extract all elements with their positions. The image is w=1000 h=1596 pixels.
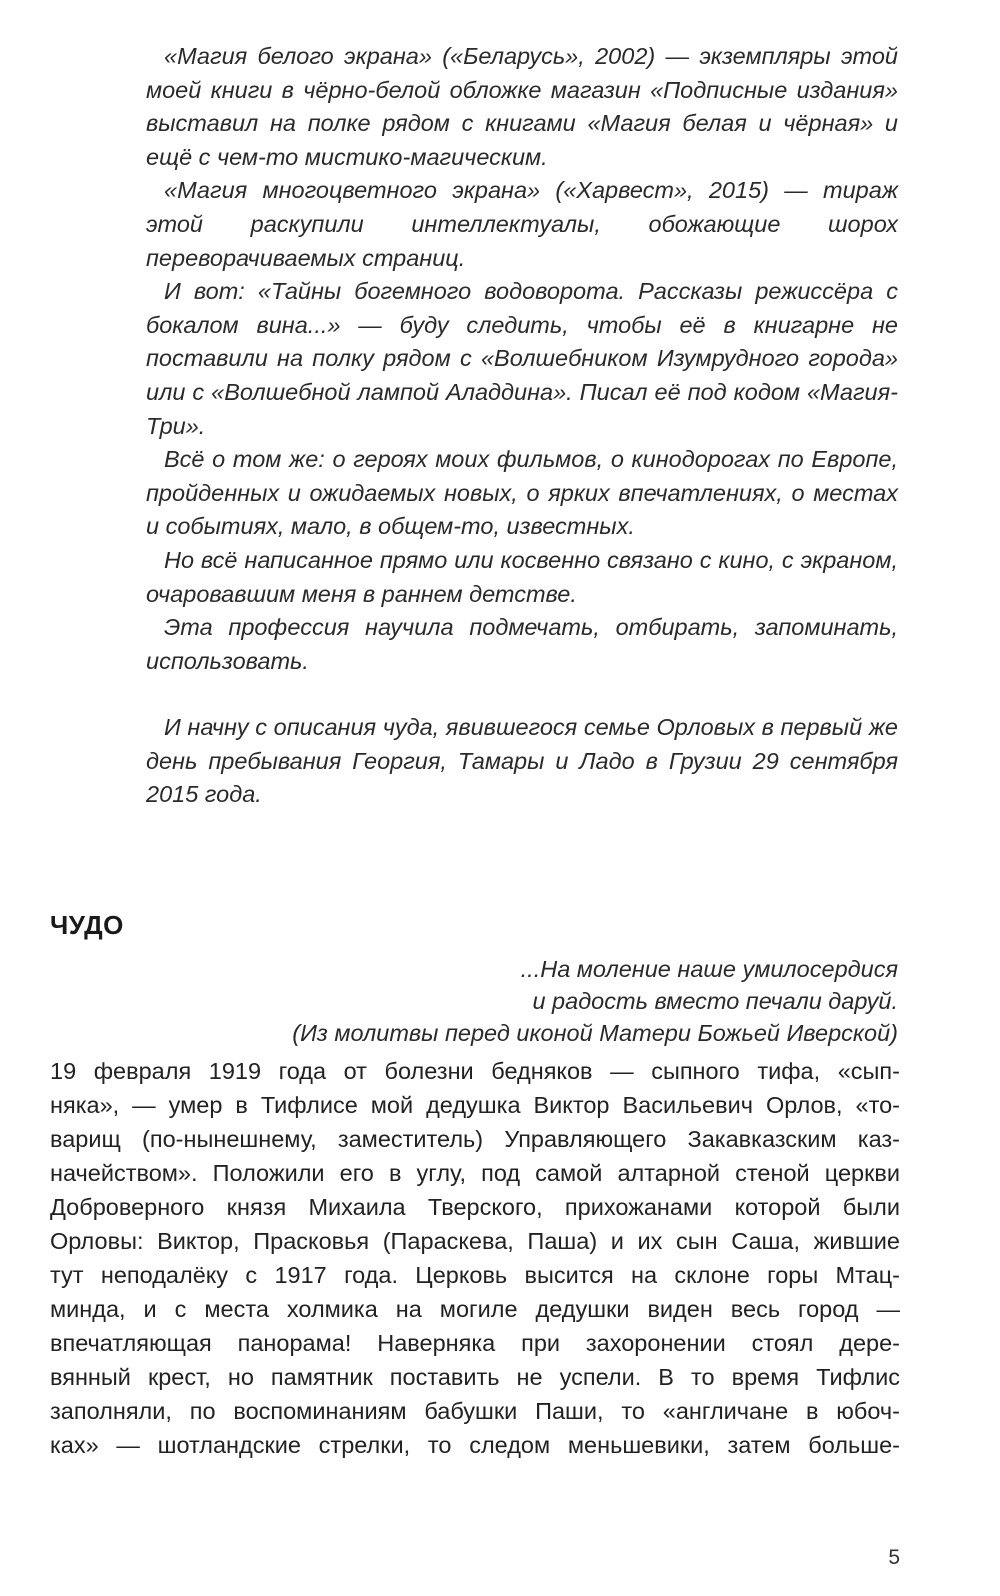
intro-paragraph: Всё о том же: о героях моих фильмов, о кинодорогах по Европе, пройденных и ожидаемых новых, о ярких впечатлениях, о местах и событиях, мало, в общем-то, известных. <box>146 446 898 540</box>
body-line: минда, и с места холмика на могиле дедушки виден весь город — <box>50 1296 900 1322</box>
body-line: начейством». Положили его в углу, под самой алтарной стеной церкви <box>50 1160 900 1186</box>
body-text <box>50 1054 900 1462</box>
intro-paragraph: И вот: «Тайны богемного водоворота. Рассказы режиссёра с бокалом вина...» — буду следить, чтобы её в книгарне не поставили на полку рядом с «Волшебником Изумрудного города» или с «Волшебной лампой Аладдина». Писал её под кодом «Магия-Три». <box>146 278 898 439</box>
intro-paragraph: «Магия белого экрана» («Беларусь», 2002) — экземпляры этой моей книги в чёрно-белой обложке магазин «Подписные издания» выставил на полке рядом с книгами «Магия белая и чёрная» и ещё с чем-то мистико-магическим. <box>146 43 898 170</box>
body-line: впечатляющая панорама! Наверняка при захоронении стоял дере- <box>50 1330 900 1356</box>
body-line: няка», — умер в Тифлисе мой дедушка Виктор Васильевич Орлов, «то- <box>50 1092 900 1118</box>
epigraph <box>198 953 898 1049</box>
intro-section <box>146 40 898 812</box>
chapter-title: ЧУДО <box>50 910 124 940</box>
epigraph-line: ...На моление наше умилосердися <box>520 956 898 982</box>
body-line: варищ (по-нынешнему, заместитель) Управляющего Закавказским каз- <box>50 1126 900 1152</box>
body-line: заполняли, по воспоминаниям бабушки Паши, то «англичане в юбоч- <box>50 1398 900 1424</box>
intro-paragraph: «Магия многоцветного экрана» («Харвест», 2015) — тираж этой раскупили интеллектуалы, обожающие шорох переворачиваемых страниц. <box>146 177 898 271</box>
body-line: 19 февраля 1919 года от болезни бедняков — сыпного тифа, «сып- <box>50 1058 900 1084</box>
intro-paragraph: Но всё написанное прямо или косвенно связано с кино, с экраном, очаровавшим меня в раннем детстве. <box>146 546 898 607</box>
intro-paragraph: И начну с описания чуда, явившегося семье Орловых в первый же день пребывания Георгия, Тамары и Ладо в Грузии 29 сентября 2015 года. <box>146 714 898 808</box>
page-number: 5 <box>888 1546 900 1569</box>
epigraph-line: и радость вместо печали даруй. <box>532 988 898 1014</box>
body-line: Орловы: Виктор, Прасковья (Параскева, Паша) и их сын Саша, жившие <box>50 1228 900 1254</box>
body-line: ках» — шотландские стрелки, то следом меньшевики, затем больше- <box>50 1432 900 1458</box>
epigraph-source: (Из молитвы перед иконой Матери Божьей Иверской) <box>292 1020 898 1046</box>
body-line: вянный крест, но памятник поставить не успели. В то время Тифлис <box>50 1364 900 1390</box>
body-line: тут неподалёку с 1917 года. Церковь высится на склоне горы Мтац- <box>50 1262 900 1288</box>
body-line: Доброверного князя Михаила Тверского, прихожанами которой были <box>50 1194 900 1220</box>
intro-paragraph: Эта профессия научила подмечать, отбирать, запоминать, использовать. <box>146 614 898 674</box>
